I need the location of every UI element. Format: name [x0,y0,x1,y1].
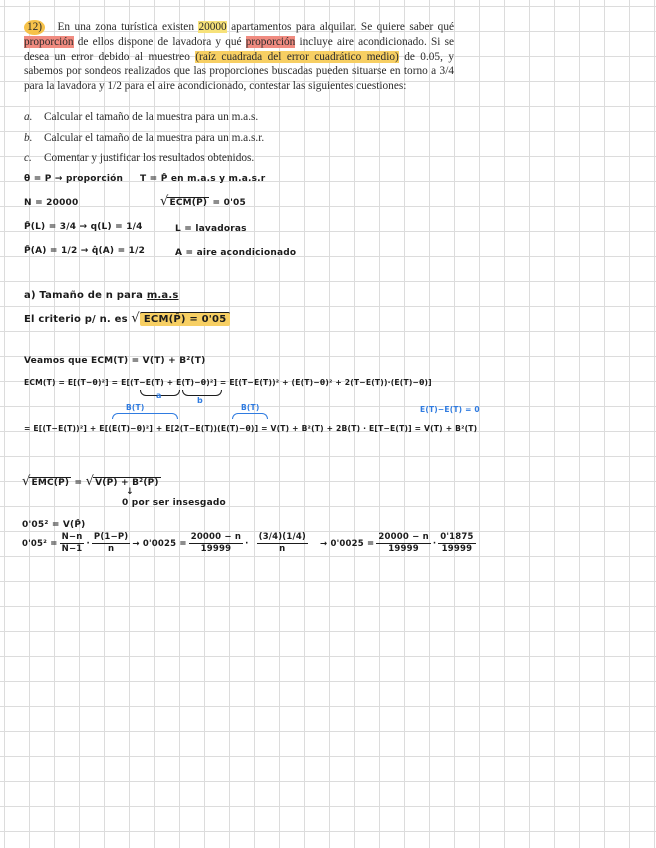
note-ecm: √ECM(P̂) = 0'05 [160,194,246,209]
part-a-title: a) Tamaño de n para m.a.s [24,290,179,301]
label-bias-2: B(T) [241,403,260,412]
highlight-rcm: (raíz cuadrada del error cuadrático medio) [195,50,399,63]
label-a: a [156,391,162,400]
emc-equation: √EMC(P̂) = √V(P̂) + B²(P̂) [22,474,159,489]
highlight-proportion-2: proporción [245,35,296,48]
highlight-proportion-1: proporción [24,35,74,48]
part-a-criterion: El criterio p/ n. es √ ECM(P̂) = 0'05 [24,311,230,326]
problem-statement: 12) En una zona turística existen 20000 apartamentos para alquilar. Se quiere saber qué proporción de ellos dispone de lavadora y qué proporción incluye aire acondicionado. Si se desea un error debido al muestreo (raíz cuadrada del error cuadrático medio) de 0.05, y sabemos por sondeos realizados que las proporciones buscadas pueden situarse en torno a 3/4 para la lavadora y 1/2 para el aire acondicionado, contestar las siguientes cuestiones: [24,21,454,93]
note-estimator: T = P̂ en m.a.s y m.a.s.r [140,174,266,184]
label-zero-note: E(T)−E(T) = 0 [420,405,480,414]
emc-unbiased-note: 0 por ser insesgado [122,498,226,508]
problem-number: 12) [24,20,45,35]
question-item-b: b. Calcular el tamaño de la muestra para un m.a.s.r. [24,132,265,144]
emc-line-2: 0'05² = $\frac{N-n}{N-1}$ · $\frac{P(1-P)}{n}$ → 0'0025 = $\frac{20000 - n}{19999}$ · $\frac{(3/4)(1/4)}{n}$ → 0'0025 = $\frac{20000 - n}{19999}$ · $\frac{0'1875}{19999}$ [22,532,474,554]
emc-line-1: 0'05² = V(P̂) [22,520,86,530]
note-a-def: A = aire acondicionado [175,248,297,258]
derivation-line-1: ECM(T) = E[(T−θ)²] = E[(T−E(T) + E(T)−θ)²] = E[(T−E(T))² + (E(T)−θ)² + 2(T−E(T))·(E(T)−θ)] [24,378,432,387]
note-l-def: L = lavadoras [175,224,247,234]
note-p-aire: P̂(A) = 1/2 → q̂(A) = 1/2 [24,246,146,256]
label-bias-1: B(T) [126,403,145,412]
arrow-down-icon: ↓ [126,487,134,497]
note-p-lavadora: P̂(L) = 3/4 → q(L) = 1/4 [24,222,143,232]
question-item-a: a. Calcular el tamaño de la muestra para un m.a.s. [24,111,259,123]
note-theta: θ = P → proporción [24,174,124,184]
derivation-line-2: = E[(T−E(T))²] + E[(E(T)−θ)²] + E[2(T−E(T))(E(T)−θ)] = V(T) + B²(T) + 2B(T) · E[T−E(T)] = V(T) + B²(T) [24,424,478,433]
label-b: b [197,396,203,405]
highlight-count: 20000 [198,21,227,33]
note-population: N = 20000 [24,198,79,208]
derivation-intro: Veamos que ECM(T) = V(T) + B²(T) [24,356,206,366]
question-item-c: c. Comentar y justificar los resultados obtenidos. [24,152,255,164]
